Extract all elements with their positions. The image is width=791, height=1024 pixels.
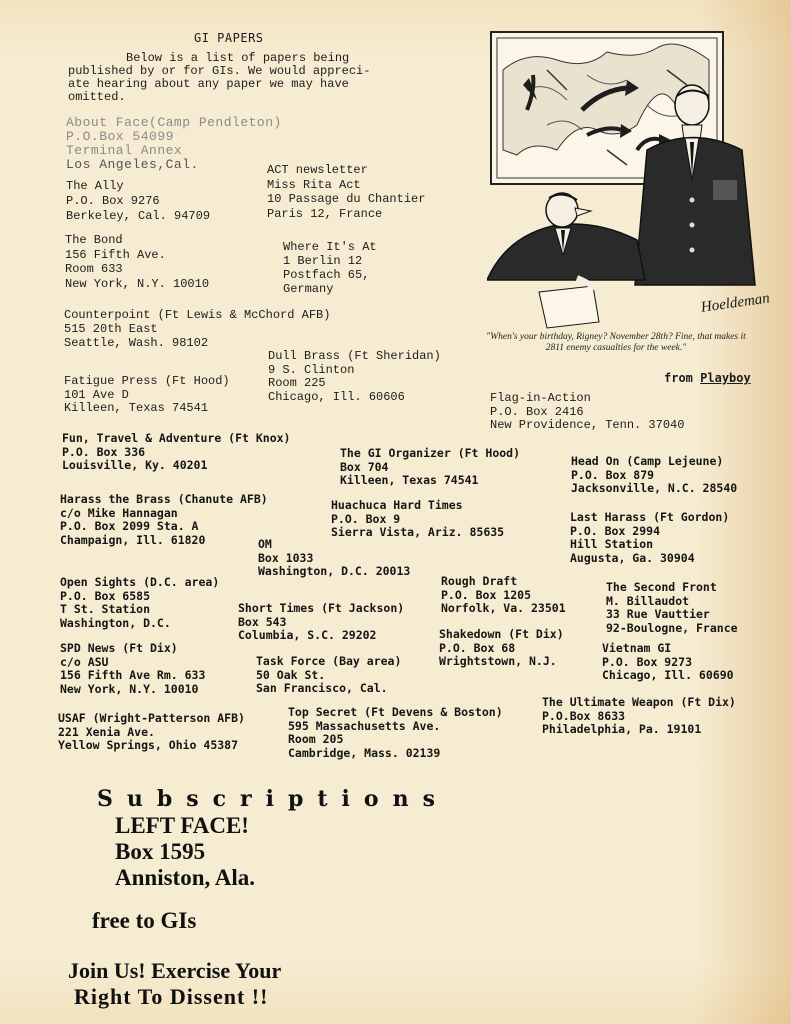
entry-line: P.O. Box 2416 (490, 404, 584, 419)
slogan-line: Right To Dissent !! (74, 984, 269, 1009)
entry-line: Rough Draft (441, 574, 518, 588)
entry-top-secret (288, 706, 503, 760)
entry-task-force (256, 655, 401, 696)
entry-line: San Francisco, Cal. (256, 681, 388, 695)
entry-line: Open Sights (D.C. area) (60, 575, 220, 589)
entry-line: P.O. Box 9276 (66, 194, 160, 208)
entry-line: The Ultimate Weapon (Ft Dix) (542, 695, 736, 709)
coat-button (690, 248, 695, 253)
entry-line: Head On (Camp Lejeune) (571, 454, 724, 468)
entry-line: Hill Station (570, 537, 654, 551)
entry-fatigue-press (64, 375, 230, 416)
entry-line: Yellow Springs, Ohio 45387 (58, 738, 239, 752)
entry-line: Room 225 (268, 376, 326, 390)
entry-fun-travel-adventure (62, 432, 290, 473)
entry-line: Sierra Vista, Ariz. 85635 (331, 525, 505, 539)
entry-line: 9 S. Clinton (268, 362, 355, 377)
entry-line: M. Billaudot (606, 593, 690, 608)
entry-line: Jacksonville, N.C. 28540 (571, 481, 738, 495)
entry-open-sights (60, 576, 219, 630)
entry-line: Wrightstown, N.J. (439, 654, 557, 668)
address-line: Anniston, Ala. (115, 865, 255, 890)
entry-line: Paris 12, France (267, 206, 383, 221)
entry-line: P.O. Box 336 (62, 444, 146, 459)
entry-line: 156 Fifth Ave Rm. 633 (60, 668, 206, 682)
paper-sheet (539, 286, 599, 328)
entry-line: Task Force (Bay area) (256, 654, 402, 668)
entry-line: New York, N.Y. 10010 (65, 276, 210, 291)
address-line: LEFT FACE! (115, 813, 249, 838)
entry-line: 1 Berlin 12 (283, 254, 363, 268)
entry-line: Fun, Travel & Adventure (Ft Knox) (62, 431, 291, 445)
entry-line: P.O. Box 9273 (602, 654, 693, 669)
entry-line: Washington, D.C. 20013 (258, 564, 411, 578)
entry-line: Shakedown (Ft Dix) (439, 627, 564, 641)
entry-line: 101 Ave D (64, 387, 129, 402)
entry-line: OM (258, 537, 272, 551)
entry-line: P.O. Box 68 (439, 640, 516, 655)
entry-line: 156 Fifth Ave. (65, 247, 166, 262)
entry-line: 50 Oak St. (256, 667, 326, 682)
entry-line: 595 Massachusetts Ave. (288, 718, 441, 733)
entry-line: 92-Boulogne, France (606, 620, 738, 635)
faded-line: Los Angeles,Cal. (66, 157, 199, 172)
entry-line: SPD News (Ft Dix) (60, 641, 178, 655)
entry-line: 33 Rue Vauttier (606, 607, 710, 621)
entry-short-times (238, 602, 404, 643)
entry-line: c/o Mike Hannagan (60, 505, 178, 520)
entry-line: Columbia, S.C. 29202 (238, 628, 377, 642)
coat-button (690, 198, 695, 203)
entry-line: Chicago, Ill. 60606 (268, 389, 405, 404)
entry-line: P.O. Box 9 (331, 511, 401, 526)
intro-text (68, 52, 370, 104)
entry-huachuca-hard-times (331, 499, 504, 540)
entry-line: 221 Xenia Ave. (58, 724, 155, 739)
entry-line: Huachuca Hard Times (331, 498, 463, 512)
entry-line: Box 543 (238, 614, 287, 629)
seated-general-nose (575, 208, 591, 216)
entry-line: Champaign, Ill. 61820 (60, 532, 206, 547)
entry-line: Louisville, Ky. 40201 (62, 458, 208, 472)
entry-line: New Providence, Tenn. 37040 (490, 418, 685, 432)
entry-line: Short Times (Ft Jackson) (238, 601, 405, 615)
entry-line: Seattle, Wash. 98102 (64, 336, 209, 350)
entry-line: ACT newsletter (267, 163, 368, 177)
entry-line: Fatigue Press (Ft Hood) (64, 374, 230, 388)
entry-gi-organizer (340, 447, 520, 488)
entry-line: Counterpoint (Ft Lewis & McChord AFB) (64, 308, 331, 322)
entry-flag-in-action (490, 392, 684, 433)
cartoon-credit (664, 371, 751, 385)
entry-line: Postfach 65, (283, 268, 370, 282)
faded-entry-about-face (66, 116, 282, 172)
entry-line: P.O. Box 1205 (441, 587, 532, 602)
subscription-address (115, 813, 255, 891)
entry-line: Room 633 (65, 262, 123, 276)
entry-shakedown (439, 628, 564, 669)
entry-line: Dull Brass (Ft Sheridan) (268, 349, 441, 363)
entry-act-newsletter (267, 163, 425, 221)
entry-line: The Second Front (606, 580, 717, 594)
entry-line: Washington, D.C. (60, 615, 171, 630)
entry-line: Augusta, Ga. 30904 (570, 550, 695, 565)
entry-last-harass (570, 511, 729, 565)
entry-harass-the-brass (60, 493, 268, 547)
entry-line: The Ally (66, 179, 124, 193)
entry-line: c/o ASU (60, 654, 109, 669)
coat-button (690, 223, 695, 228)
ribbon-bar (713, 180, 737, 200)
entry-where-its-at (283, 240, 377, 296)
address-line: Box 1595 (115, 839, 206, 864)
entry-line: The GI Organizer (Ft Hood) (340, 446, 521, 460)
entry-line: P.O.Box 8633 (542, 708, 626, 723)
entry-om (258, 538, 410, 579)
faded-line: About Face(Camp Pendleton) (66, 115, 282, 130)
cartoon-illustration (487, 30, 765, 330)
entry-line: Vietnam GI (602, 641, 672, 655)
entry-usaf (58, 712, 245, 753)
intro-line: published by or for GIs. We would appreci- (68, 64, 371, 78)
entry-line: 10 Passage du Chantier (267, 192, 426, 206)
intro-line: omitted. (68, 90, 126, 104)
entry-line: Where It's At (283, 240, 377, 254)
slogan-line: Join Us! Exercise Your (68, 958, 282, 983)
entry-vietnam-gi (602, 642, 734, 683)
entry-dull-brass (268, 350, 441, 404)
entry-line: Berkeley, Cal. 94709 (66, 209, 211, 223)
entry-counterpoint (64, 308, 330, 350)
entry-line: Last Harass (Ft Gordon) (570, 510, 730, 524)
entry-line: T St. Station (60, 602, 151, 616)
entry-line: Top Secret (Ft Devens & Boston) (288, 705, 503, 719)
entry-the-bond (65, 233, 209, 291)
credit-source: Playboy (700, 371, 751, 385)
entry-line: Killeen, Texas 74541 (64, 401, 209, 415)
faded-line: Terminal Annex (66, 143, 183, 158)
entry-line: P.O. Box 6585 (60, 588, 151, 603)
entry-head-on (571, 455, 737, 496)
entry-line: Germany (283, 282, 334, 296)
entry-line: Harass the Brass (Chanute AFB) (60, 492, 268, 506)
entry-the-ally (66, 179, 210, 224)
subscriptions-heading: Subscriptions (97, 786, 449, 812)
entry-line: P.O. Box 2994 (570, 523, 661, 538)
cartoon-caption: "When's your birthday, Rigney? November 28th? Fine, that makes it 2811 enemy casualties for the week." (486, 332, 746, 353)
entry-line: Chicago, Ill. 60690 (602, 668, 734, 682)
cartoon-drawing (487, 30, 765, 330)
credit-prefix: from (664, 371, 693, 385)
entry-line: Box 1033 (258, 550, 314, 565)
free-to-gis: free to GIs (92, 908, 197, 933)
entry-line: Miss Rita Act (267, 177, 361, 192)
page-title: GI PAPERS (194, 31, 264, 45)
entry-line: The Bond (65, 233, 123, 247)
join-us-slogan (68, 958, 281, 1010)
entry-line: New York, N.Y. 10010 (60, 681, 199, 696)
cartoon-signature: Hoeldeman (700, 290, 771, 316)
entry-line: Box 704 (340, 459, 389, 474)
entry-line: P.O. Box 2099 Sta. A (60, 519, 199, 533)
intro-line: Below is a list of papers being (126, 51, 350, 65)
entry-spd-news (60, 642, 205, 696)
intro-line: ate hearing about any paper we may have (68, 77, 349, 91)
entry-rough-draft (441, 575, 566, 616)
entry-line: P.O. Box 879 (571, 467, 655, 482)
entry-line: USAF (Wright-Patterson AFB) (58, 711, 245, 725)
entry-line: Norfolk, Va. 23501 (441, 601, 566, 615)
entry-second-front (606, 581, 738, 635)
entry-line: Philadelphia, Pa. 19101 (542, 722, 702, 736)
entry-line: Cambridge, Mass. 02139 (288, 745, 441, 760)
entry-ultimate-weapon (542, 696, 736, 737)
entry-line: Killeen, Texas 74541 (340, 473, 479, 487)
faded-line: P.O.Box 54099 (66, 129, 174, 144)
entry-line: 515 20th East (64, 322, 158, 336)
entry-line: Flag-in-Action (490, 391, 591, 405)
entry-line: Room 205 (288, 732, 344, 746)
